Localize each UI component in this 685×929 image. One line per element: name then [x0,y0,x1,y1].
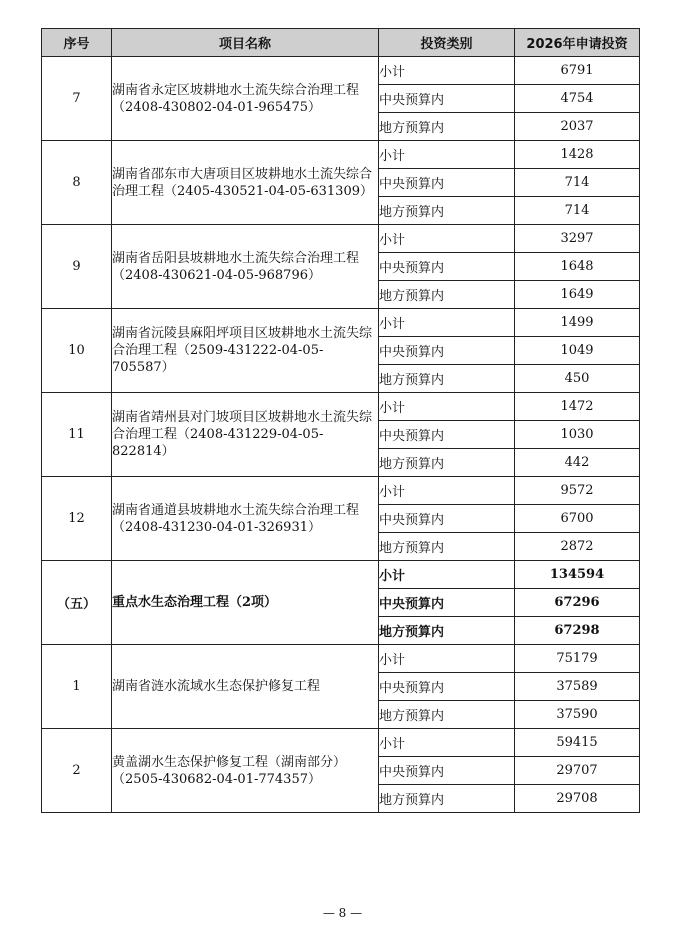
table-row [42,477,640,505]
header-investment-category: 投资类别 [379,29,515,57]
row-investment-category: 地方预算内 [379,113,515,141]
row-investment-amount: 1049 [515,337,640,365]
row-seq-number: 9 [42,225,112,309]
row-investment-amount: 29707 [515,757,640,785]
row-investment-amount: 75179 [515,645,640,673]
table-row [42,225,640,253]
table-header-row [42,29,640,57]
row-investment-amount: 714 [515,169,640,197]
row-investment-category: 中央预算内 [379,169,515,197]
page-number: — 8 — [322,906,363,920]
row-investment-amount: 67296 [515,589,640,617]
row-project-name: 湖南省邵东市大唐项目区坡耕地水土流失综合治理工程（2405-430521-04-05-631309） [112,141,379,225]
row-investment-amount: 37590 [515,701,640,729]
row-seq-number: 10 [42,309,112,393]
table-body [42,57,640,813]
row-seq-number: 1 [42,645,112,729]
row-investment-amount: 6700 [515,505,640,533]
row-investment-category: 中央预算内 [379,589,515,617]
row-investment-amount: 1649 [515,281,640,309]
row-project-name: 湖南省通道县坡耕地水土流失综合治理工程（2408-431230-04-01-326931） [112,477,379,561]
row-investment-category: 小计 [379,393,515,421]
row-investment-category: 中央预算内 [379,337,515,365]
row-project-name: 湖南省涟水流域水生态保护修复工程 [112,645,379,729]
row-investment-amount: 2872 [515,533,640,561]
row-investment-category: 小计 [379,561,515,589]
investment-table [41,28,640,813]
row-investment-amount: 1648 [515,253,640,281]
row-investment-amount: 1472 [515,393,640,421]
row-investment-amount: 2037 [515,113,640,141]
row-investment-amount: 4754 [515,85,640,113]
row-investment-amount: 37589 [515,673,640,701]
table-row [42,645,640,673]
table-row [42,309,640,337]
row-investment-amount: 1428 [515,141,640,169]
row-investment-amount: 6791 [515,57,640,85]
row-seq-number: 7 [42,57,112,141]
row-investment-category: 小计 [379,141,515,169]
row-investment-category: 小计 [379,225,515,253]
row-seq-number: 8 [42,141,112,225]
row-investment-category: 地方预算内 [379,449,515,477]
row-investment-category: 地方预算内 [379,281,515,309]
row-investment-category: 中央预算内 [379,673,515,701]
row-investment-category: 小计 [379,645,515,673]
row-investment-amount: 59415 [515,729,640,757]
row-investment-category: 地方预算内 [379,617,515,645]
row-investment-category: 中央预算内 [379,505,515,533]
header-investment-amount: 2026年申请投资 [515,29,640,57]
row-investment-category: 地方预算内 [379,365,515,393]
row-investment-amount: 67298 [515,617,640,645]
table-row [42,393,640,421]
row-investment-amount: 450 [515,365,640,393]
row-investment-category: 小计 [379,729,515,757]
header-seq: 序号 [42,29,112,57]
row-investment-category: 中央预算内 [379,253,515,281]
row-project-name: 湖南省沅陵县麻阳坪项目区坡耕地水土流失综合治理工程（2509-431222-04-05-705587） [112,309,379,393]
row-project-name: 重点水生态治理工程（2项） [112,561,379,645]
row-investment-category: 地方预算内 [379,785,515,813]
header-project-name: 项目名称 [112,29,379,57]
table-row [42,141,640,169]
row-investment-amount: 714 [515,197,640,225]
table-row [42,729,640,757]
row-investment-amount: 9572 [515,477,640,505]
row-investment-category: 地方预算内 [379,533,515,561]
row-investment-category: 小计 [379,309,515,337]
row-investment-amount: 1030 [515,421,640,449]
row-investment-category: 小计 [379,477,515,505]
table-row [42,57,640,85]
row-investment-amount: 29708 [515,785,640,813]
row-investment-amount: 1499 [515,309,640,337]
table-row [42,561,640,589]
row-project-name: 黄盖湖水生态保护修复工程（湖南部分）（2505-430682-04-01-774357） [112,729,379,813]
row-investment-amount: 442 [515,449,640,477]
row-investment-category: 中央预算内 [379,757,515,785]
row-seq-number: 11 [42,393,112,477]
row-investment-category: 中央预算内 [379,85,515,113]
row-investment-category: 地方预算内 [379,197,515,225]
row-investment-category: 小计 [379,57,515,85]
row-seq-number: 2 [42,729,112,813]
row-project-name: 湖南省永定区坡耕地水土流失综合治理工程（2408-430802-04-01-965475） [112,57,379,141]
row-investment-category: 地方预算内 [379,701,515,729]
row-seq-number: 12 [42,477,112,561]
row-investment-amount: 3297 [515,225,640,253]
row-project-name: 湖南省靖州县对门坡项目区坡耕地水土流失综合治理工程（2408-431229-04-05-822814） [112,393,379,477]
row-seq-number: （五） [42,561,112,645]
row-investment-amount: 134594 [515,561,640,589]
row-investment-category: 中央预算内 [379,421,515,449]
row-project-name: 湖南省岳阳县坡耕地水土流失综合治理工程（2408-430621-04-05-968796） [112,225,379,309]
